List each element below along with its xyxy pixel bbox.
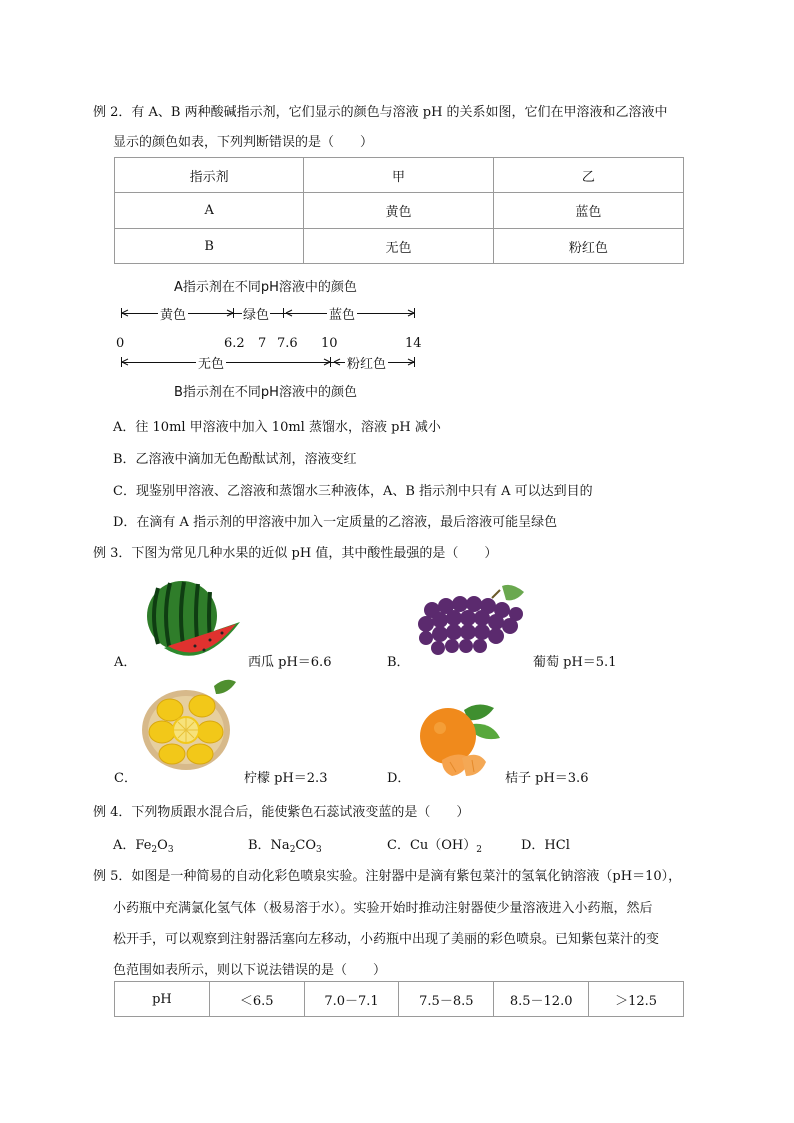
fruit-d-label: 桔子 pH＝3.6 (505, 771, 589, 786)
orange-icon (412, 702, 504, 780)
ex4-option-a: A．$Fe_2O_3$ (113, 838, 174, 855)
tick-label: 10 (321, 336, 338, 351)
ex2-question-line2: 显示的颜色如表，下列判断错误的是（ ） (113, 135, 374, 150)
label-b-colorless: 无色 (196, 353, 226, 372)
label-a-blue: 蓝色 (327, 304, 357, 323)
ex2-option-c: C．现鉴别甲溶液、乙溶液和蒸馏水三种液体，A、B 指示剂中只有 A 可以达到目的 (113, 484, 593, 499)
tick-label: 6.2 (224, 336, 245, 351)
table-header-cell: 指示剂 (115, 158, 304, 193)
fruit-a-label: 西瓜 pH＝6.6 (248, 655, 332, 670)
diagram-title-a: A指示剂在不同pH溶液中的颜色 (174, 280, 357, 295)
table-cell: ＜6.5 (209, 982, 304, 1017)
table-cell: pH (115, 982, 210, 1017)
ex5-question-line3: 松开手，可以观察到注射器活塞向左移动，小药瓶中出现了美丽的彩色喷泉。已知紫包菜汁的变 (113, 932, 660, 947)
table-cell: 7.5－8.5 (399, 982, 494, 1017)
tick-label: 7 (258, 336, 267, 351)
table-cell: 7.0－7.1 (304, 982, 399, 1017)
table-cell: ＞12.5 (589, 982, 684, 1017)
fruit-a-letter: A． (114, 655, 137, 670)
ex2-question-line1: 例 2．有 A、B 两种酸碱指示剂，它们显示的颜色与溶液 pH 的关系如图，它们在甲溶液和乙溶液中 (93, 105, 668, 120)
fruit-c-label: 柠檬 pH＝2.3 (244, 771, 328, 786)
ex4-option-b: B．$Na_2CO_3$ (248, 838, 322, 855)
table-cell: B (115, 229, 304, 264)
ex4-option-c: C．$Cu(OH)_2$ (387, 838, 482, 855)
table-cell: 8.5－12.0 (494, 982, 589, 1017)
table-cell: 无色 (304, 229, 493, 264)
fruit-d-letter: D． (387, 771, 411, 786)
tick-label: 0 (116, 336, 125, 351)
ex5-question-line2: 小药瓶中充满氯化氢气体（极易溶于水）。实验开始时推动注射器使少量溶液进入小药瓶，然后 (113, 901, 653, 916)
table-header-cell: 乙 (493, 158, 683, 193)
lemons-icon (140, 676, 240, 772)
fruit-b-letter: B． (387, 655, 410, 670)
ex2-option-b: B．乙溶液中滴加无色酚酞试剂，溶液变红 (113, 452, 357, 467)
tick-label: 7.6 (277, 336, 298, 351)
ex5-question-line1: 例 5．如图是一种简易的自动化彩色喷泉实验。注射器中是滴有紫包菜汁的氢氧化钠溶液（pH＝10）， (93, 869, 682, 884)
label-a-yellow: 黄色 (158, 304, 188, 323)
table-cell: A (115, 193, 304, 229)
table-header-cell: 甲 (304, 158, 493, 193)
arrowheads-a (118, 308, 418, 320)
tick-label: 14 (405, 336, 422, 351)
label-a-green: 绿色 (242, 304, 270, 323)
label-b-pink: 粉红色 (345, 353, 388, 372)
ex2-option-d: D．在滴有 A 指示剂的甲溶液中加入一定质量的乙溶液，最后溶液可能呈绿色 (113, 515, 558, 530)
diagram-title-b: B指示剂在不同pH溶液中的颜色 (174, 385, 357, 400)
ex3-question: 例 3．下图为常见几种水果的近似 pH 值，其中酸性最强的是（ ） (93, 546, 498, 561)
grapes-icon (412, 580, 532, 660)
ex5-question-line4: 色范围如表所示，则以下说法错误的是（ ） (113, 963, 387, 978)
ex5-color-range-table (114, 981, 684, 1017)
ex2-indicator-table (114, 157, 684, 264)
fruit-b-label: 葡萄 pH＝5.1 (533, 655, 617, 670)
table-cell: 黄色 (304, 193, 493, 229)
table-cell: 粉红色 (493, 229, 683, 264)
ex4-question: 例 4．下列物质跟水混合后，能使紫色石蕊试液变蓝的是（ ） (93, 805, 470, 820)
arrowheads-b (118, 357, 418, 369)
fruit-c-letter: C． (114, 771, 137, 786)
watermelon-icon (140, 578, 244, 664)
ex4-option-d: D．HCl (521, 838, 570, 853)
ex2-option-a: A．往 10ml 甲溶液中加入 10ml 蒸馏水，溶液 pH 减小 (113, 420, 441, 435)
table-cell: 蓝色 (493, 193, 683, 229)
